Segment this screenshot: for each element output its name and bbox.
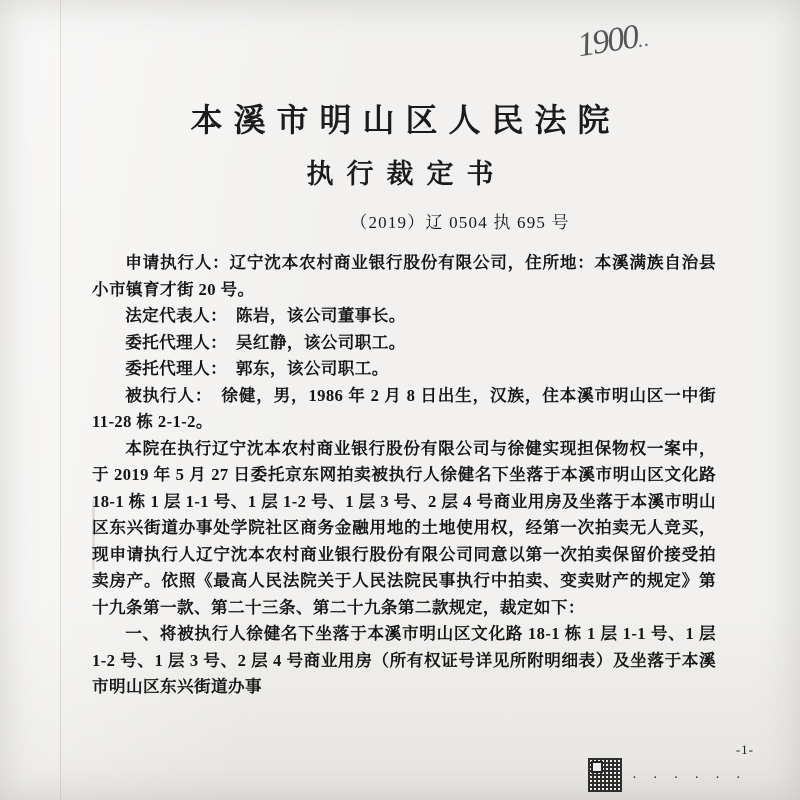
page-number: -1- bbox=[735, 742, 754, 757]
paragraph-agent-1: 委托代理人： 吴红静，该公司职工。 bbox=[125, 332, 406, 352]
paragraph-agent-2: 委托代理人： 郭东，该公司职工。 bbox=[125, 359, 389, 378]
handwritten-dots: .. bbox=[635, 28, 652, 52]
paragraph-respondent: 被执行人： 徐健，男，1986 年 2 月 8 日出生，汉族，住本溪市明山区一中街 11-28 栋 2-1-2。 bbox=[92, 385, 716, 431]
document-body bbox=[92, 250, 716, 701]
footer-dots: · · · · · · bbox=[632, 770, 747, 786]
handwritten-annotation bbox=[575, 9, 701, 77]
paragraph-legal-representative: 法定代表人： 陈岩，该公司董事长。 bbox=[125, 306, 406, 325]
handwritten-number: 1900 bbox=[574, 18, 640, 65]
document-type-heading: 执行裁定书 bbox=[306, 159, 507, 189]
court-name-heading: 本溪市明山区人民法院 bbox=[190, 102, 621, 138]
paragraph-ruling-item-1: 一、将被执行人徐健名下坐落于本溪市明山区文化路 18-1 栋 1 层 1-1 号、1 层 1-2 号、1 层 3 号、2 层 4 号商业用房（所有权证号详见所附明细表）及坐落于本溪市明山区东兴街道办事 bbox=[92, 624, 716, 696]
paragraph-applicant: 申请执行人：辽宁沈本农村商业银行股份有限公司，住所地：本溪满族自治县小市镇育才街 20 号。 bbox=[92, 253, 716, 299]
qr-code-icon bbox=[588, 758, 622, 792]
case-number: （2019）辽 0504 执 695 号 bbox=[350, 213, 570, 232]
paragraph-case-background: 本院在执行辽宁沈本农村商业银行股份有限公司与徐健实现担保物权一案中，于 2019 年 5 月 27 日委托京东网拍卖被执行人徐健名下坐落于本溪市明山区文化路 18-1 栋 1 层 1-1 号、1 层 1-2 号、1 层 3 号、2 层 4 号商业用房及坐落于本溪市明山区东兴街道办事处学院社区商务金融用地的土地使用权，经第一次拍卖无人竞买，现申请执行人辽宁沈本农村商业银行股份有限公司同意以第一次拍卖保留价接受拍卖房产。依照《最高人民法院关于人民法院民事执行中拍卖、变卖财产的规定》第十九条第一款、第二十三条、第二十九条第二款规定，裁定如下： bbox=[92, 438, 716, 617]
